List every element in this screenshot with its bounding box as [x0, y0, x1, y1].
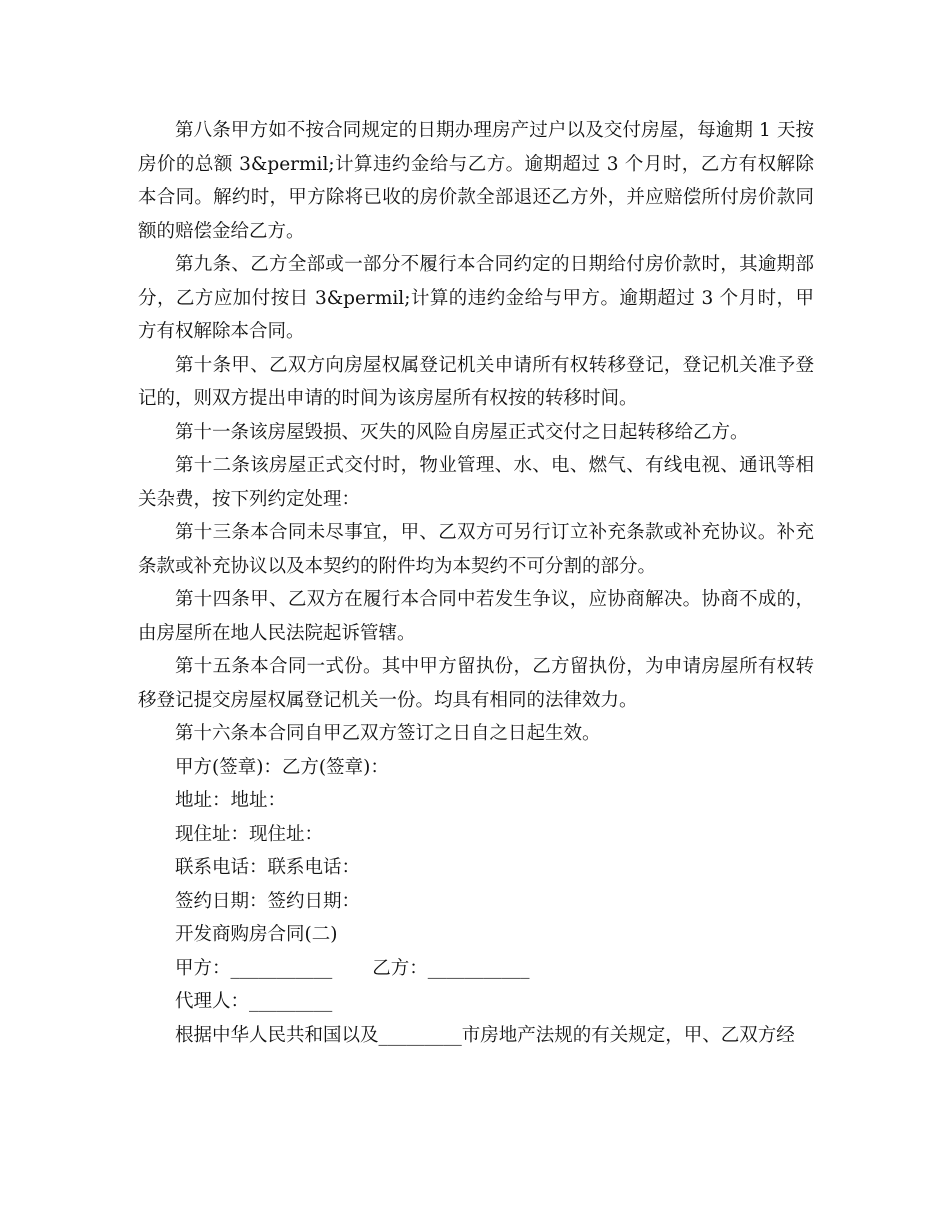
sign-date-line: 签约日期：签约日期： [175, 890, 361, 912]
signature-line: 甲方(签章)：乙方(签章)： [175, 756, 389, 778]
agent-field: 代理人：_________ [175, 991, 333, 1012]
article-13: 第十三条本合同未尽事宜，甲、乙双方可另行订立补充条款或补充协议。补充条款或补充协议以及本契约的附件均为本契约不可分割的部分。 [138, 522, 814, 577]
article-8: 第八条甲方如不按合同规定的日期办理房产过户以及交付房屋，每逾期 1 天按房价的总额 3&permil;计算违约金给与乙方。逾期超过 3 个月时，乙方有权解除本合同。解约时，甲方除将已收的房价款全部退还乙方外，并应赔偿所付房价款同额的赔偿金给乙方。 [138, 120, 814, 242]
phone-line: 联系电话：联系电话： [175, 857, 361, 878]
party-b-field: 乙方：___________ [372, 957, 530, 979]
preamble-paragraph: 根据中华人民共和国以及_________市房地产法规的有关规定，甲、乙双方经 [175, 1024, 795, 1046]
party-a-field: 甲方：___________ [175, 957, 333, 979]
contract-two-title: 开发商购房合同(二) [175, 924, 338, 945]
article-10: 第十条甲、乙双方向房屋权属登记机关申请所有权转移登记，登记机关准予登记的，则双方提出申请的时间为该房屋所有权按的转移时间。 [138, 354, 814, 409]
article-15: 第十五条本合同一式份。其中甲方留执份，乙方留执份，为申请房屋所有权转移登记提交房屋权属登记机关一份。均具有相同的法律效力。 [138, 656, 814, 711]
contract-body [138, 114, 814, 1052]
address-line: 地址：地址： [175, 790, 287, 811]
article-16: 第十六条本合同自甲乙双方签订之日自之日起生效。 [175, 723, 601, 744]
parties-row [138, 952, 814, 986]
article-9: 第九条、乙方全部或一部分不履行本合同约定的日期给付房价款时，其逾期部分，乙方应加付按日 3&permil;计算的违约金给与甲方。逾期超过 3 个月时，甲方有权解除本合同。 [138, 254, 814, 342]
article-14: 第十四条甲、乙双方在履行本合同中若发生争议，应协商解决。协商不成的，由房屋所在地人民法院起诉管辖。 [138, 589, 814, 644]
article-12: 第十二条该房屋正式交付时，物业管理、水、电、燃气、有线电视、通讯等相关杂费，按下列约定处理： [138, 455, 814, 510]
article-11: 第十一条该房屋毁损、灭失的风险自房屋正式交付之日起转移给乙方。 [175, 421, 749, 443]
current-address-line: 现住址：现住址： [175, 823, 324, 845]
